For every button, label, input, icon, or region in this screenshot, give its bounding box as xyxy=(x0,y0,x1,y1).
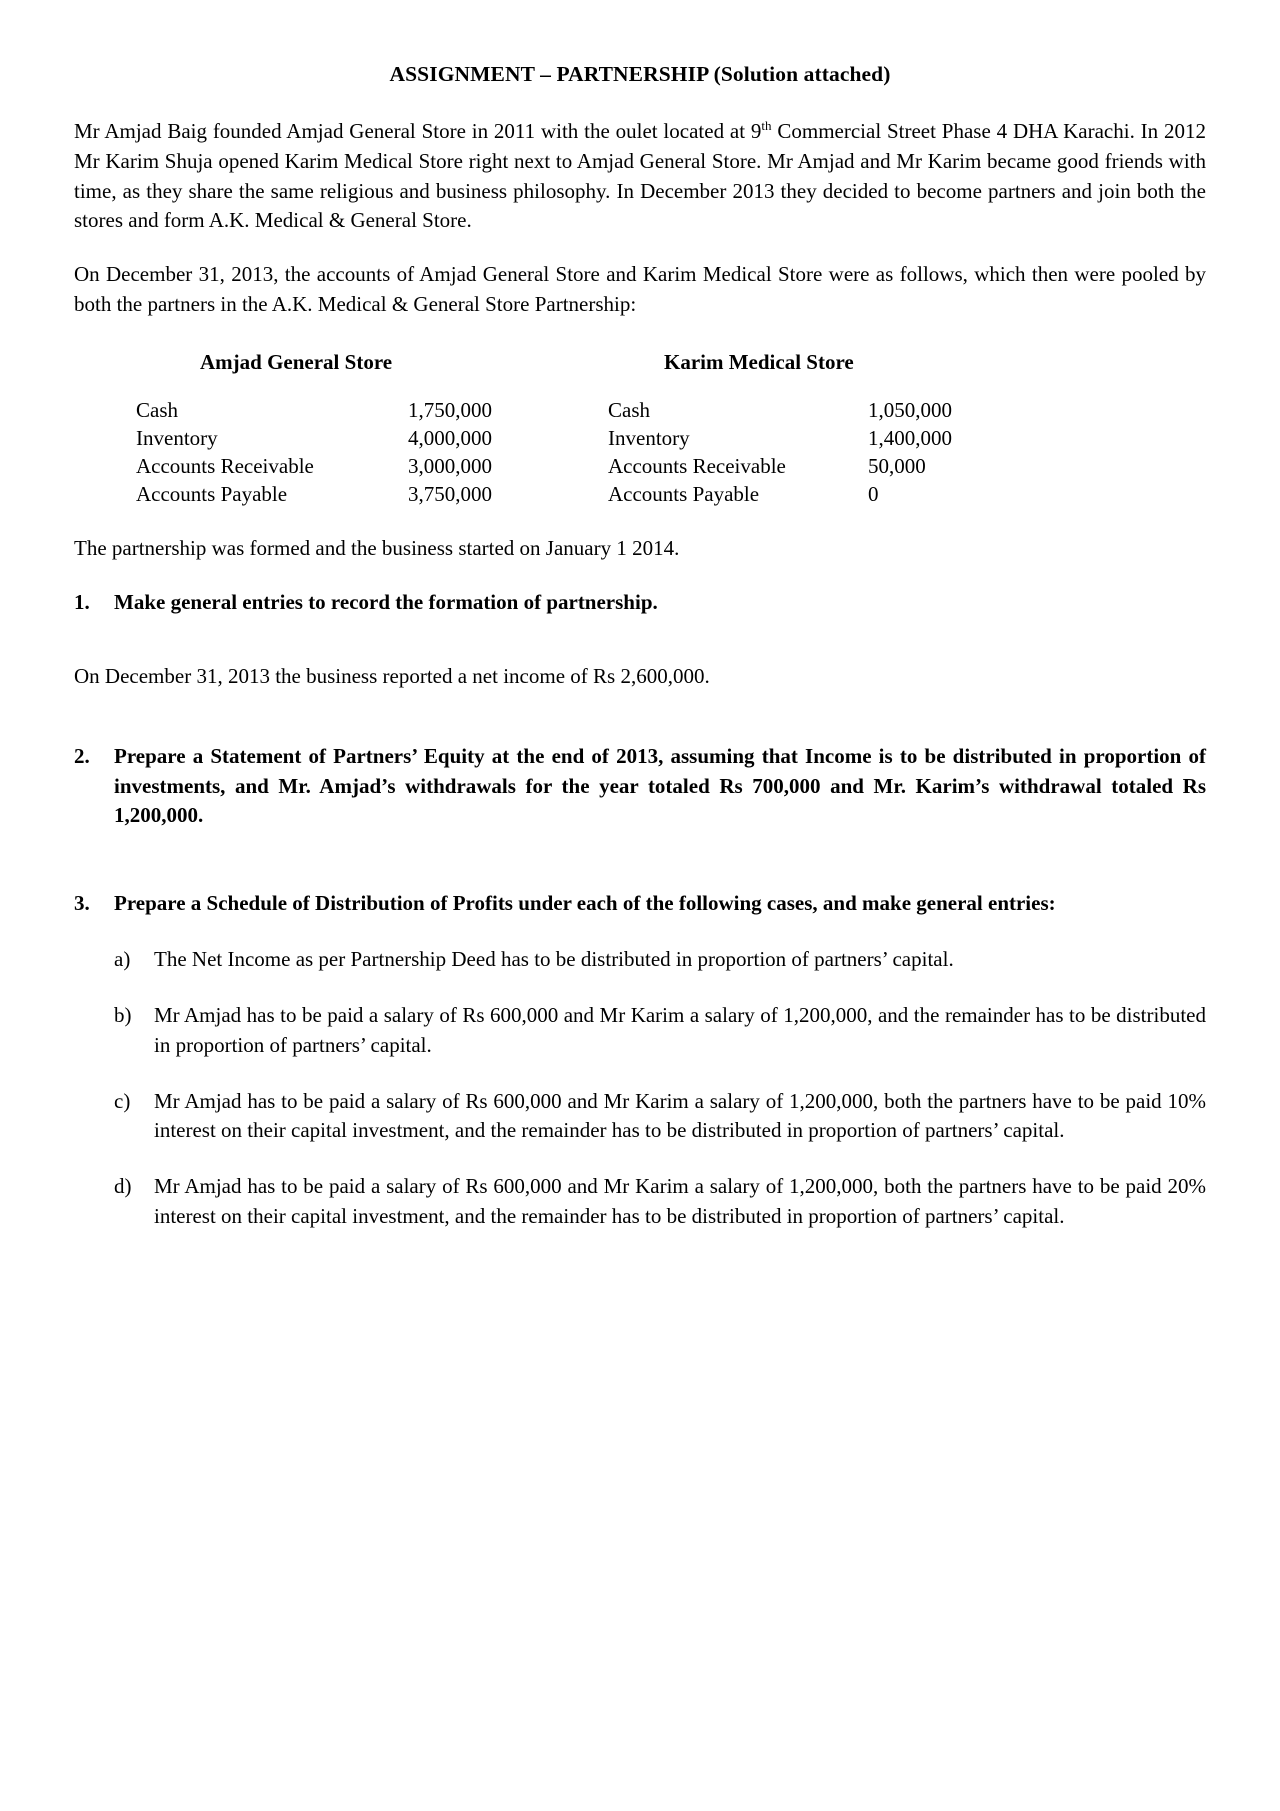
amjad-account-label: Accounts Payable xyxy=(136,481,288,506)
spacer xyxy=(74,508,1206,534)
sub-question-text: Mr Amjad has to be paid a salary of Rs 600,000 and Mr Karim a salary of 1,200,000, both the partners have to be paid 20% interest on their capital investment, and the remainder has to be distributed in proportion of partners’ capital. xyxy=(154,1174,1206,1228)
questions-list-part-two xyxy=(74,742,1206,831)
karim-account-label: Accounts Payable xyxy=(608,481,760,506)
amjad-account-label: Accounts Receivable xyxy=(136,453,314,478)
question-item-3 xyxy=(74,889,1206,919)
sub-question-marker: d) xyxy=(114,1174,132,1199)
table-row xyxy=(136,453,1048,481)
question-marker: 1. xyxy=(74,590,90,615)
karim-account-amount: 1,400,000 xyxy=(868,425,952,450)
intro-paragraph-text-after-superscript: Commercial Street Phase 4 DHA Karachi. In 2012 Mr Karim Shuja opened Karim Medical Store right next to Amjad General Store. Mr Amjad and Mr Karim became good friends with time, as they share the same religious and business philosophy. In December 2013 they decided to become partners and join both the stores and form A.K. Medical & General Store. xyxy=(74,119,1206,233)
questions-list-part-one xyxy=(74,588,1206,618)
amjad-account-amount: 3,750,000 xyxy=(408,481,492,506)
amjad-account-amount: 1,750,000 xyxy=(408,397,492,422)
karim-store-heading: Karim Medical Store xyxy=(664,349,854,374)
sub-question-marker: b) xyxy=(114,1002,132,1027)
question-item-1 xyxy=(74,588,1206,618)
page-title: ASSIGNMENT – PARTNERSHIP (Solution attached) xyxy=(389,62,891,86)
sub-question-item-b xyxy=(114,1001,1206,1061)
table-row xyxy=(136,481,1048,509)
accounts-intro-paragraph: On December 31, 2013, the accounts of Amjad General Store and Karim Medical Store were as follows, which then were pooled by both the partners in the A.K. Medical & General Store Partnership: xyxy=(74,262,1206,317)
question-text: Make general entries to record the formation of partnership. xyxy=(114,590,658,615)
question-text: Prepare a Statement of Partners’ Equity at the end of 2013, assuming that Income is to be distributed in proportion of investments, and Mr. Amjad’s withdrawals for the year totaled Rs 700,000 and Mr. Karim’s withdrawal totaled Rs 1,200,000. xyxy=(114,743,1206,828)
amjad-account-label: Cash xyxy=(136,397,178,422)
sub-questions-list xyxy=(114,945,1206,1232)
sub-question-marker: a) xyxy=(114,947,131,972)
intro-paragraph xyxy=(74,117,1206,236)
intro-paragraph-text-before-superscript: Mr Amjad Baig founded Amjad General Store in 2011 with the oulet located at 9 xyxy=(74,119,762,143)
ordinal-superscript: th xyxy=(761,118,772,133)
amjad-account-label: Inventory xyxy=(136,425,218,450)
spacer xyxy=(74,716,1206,742)
spacer xyxy=(74,618,1206,662)
karim-account-label: Accounts Receivable xyxy=(608,453,786,478)
sub-question-item-c xyxy=(114,1087,1206,1147)
formation-note-paragraph: The partnership was formed and the business started on January 1 2014. xyxy=(74,536,680,561)
question-text: Prepare a Schedule of Distribution of Profits under each of the following cases, and make general entries: xyxy=(114,891,1056,916)
table-row xyxy=(136,425,1048,453)
question-item-2 xyxy=(74,742,1206,831)
store-headings-row xyxy=(74,350,1206,375)
karim-account-label: Cash xyxy=(608,397,650,422)
questions-list-part-three xyxy=(74,889,1206,919)
karim-account-amount: 0 xyxy=(868,481,879,506)
sub-question-text: Mr Amjad has to be paid a salary of Rs 600,000 and Mr Karim a salary of 1,200,000, and the remainder has to be distributed in proportion of partners’ capital. xyxy=(154,1002,1206,1057)
sub-question-item-d xyxy=(114,1172,1206,1232)
accounts-table xyxy=(136,397,1048,509)
question-marker: 2. xyxy=(74,743,90,768)
sub-question-text: The Net Income as per Partnership Deed has to be distributed in proportion of partners’ capital. xyxy=(154,947,954,972)
question-marker: 3. xyxy=(74,891,90,916)
amjad-store-heading: Amjad General Store xyxy=(200,349,393,374)
sub-question-item-a xyxy=(114,945,1206,975)
sub-questions-wrapper xyxy=(114,945,1206,1232)
accounts-table-body xyxy=(136,397,1048,509)
spacer xyxy=(74,831,1206,889)
karim-account-label: Inventory xyxy=(608,425,690,450)
karim-account-amount: 50,000 xyxy=(868,453,926,478)
sub-question-marker: c) xyxy=(114,1088,131,1113)
amjad-account-amount: 3,000,000 xyxy=(408,453,492,478)
net-income-note-paragraph: On December 31, 2013 the business reported a net income of Rs 2,600,000. xyxy=(74,664,710,688)
sub-question-text: Mr Amjad has to be paid a salary of Rs 600,000 and Mr Karim a salary of 1,200,000, both the partners have to be paid 10% interest on their capital investment, and the remainder has to be distributed in proportion of partners’ capital. xyxy=(154,1088,1206,1143)
karim-account-amount: 1,050,000 xyxy=(868,397,952,422)
amjad-account-amount: 4,000,000 xyxy=(408,425,492,450)
table-row xyxy=(136,397,1048,425)
